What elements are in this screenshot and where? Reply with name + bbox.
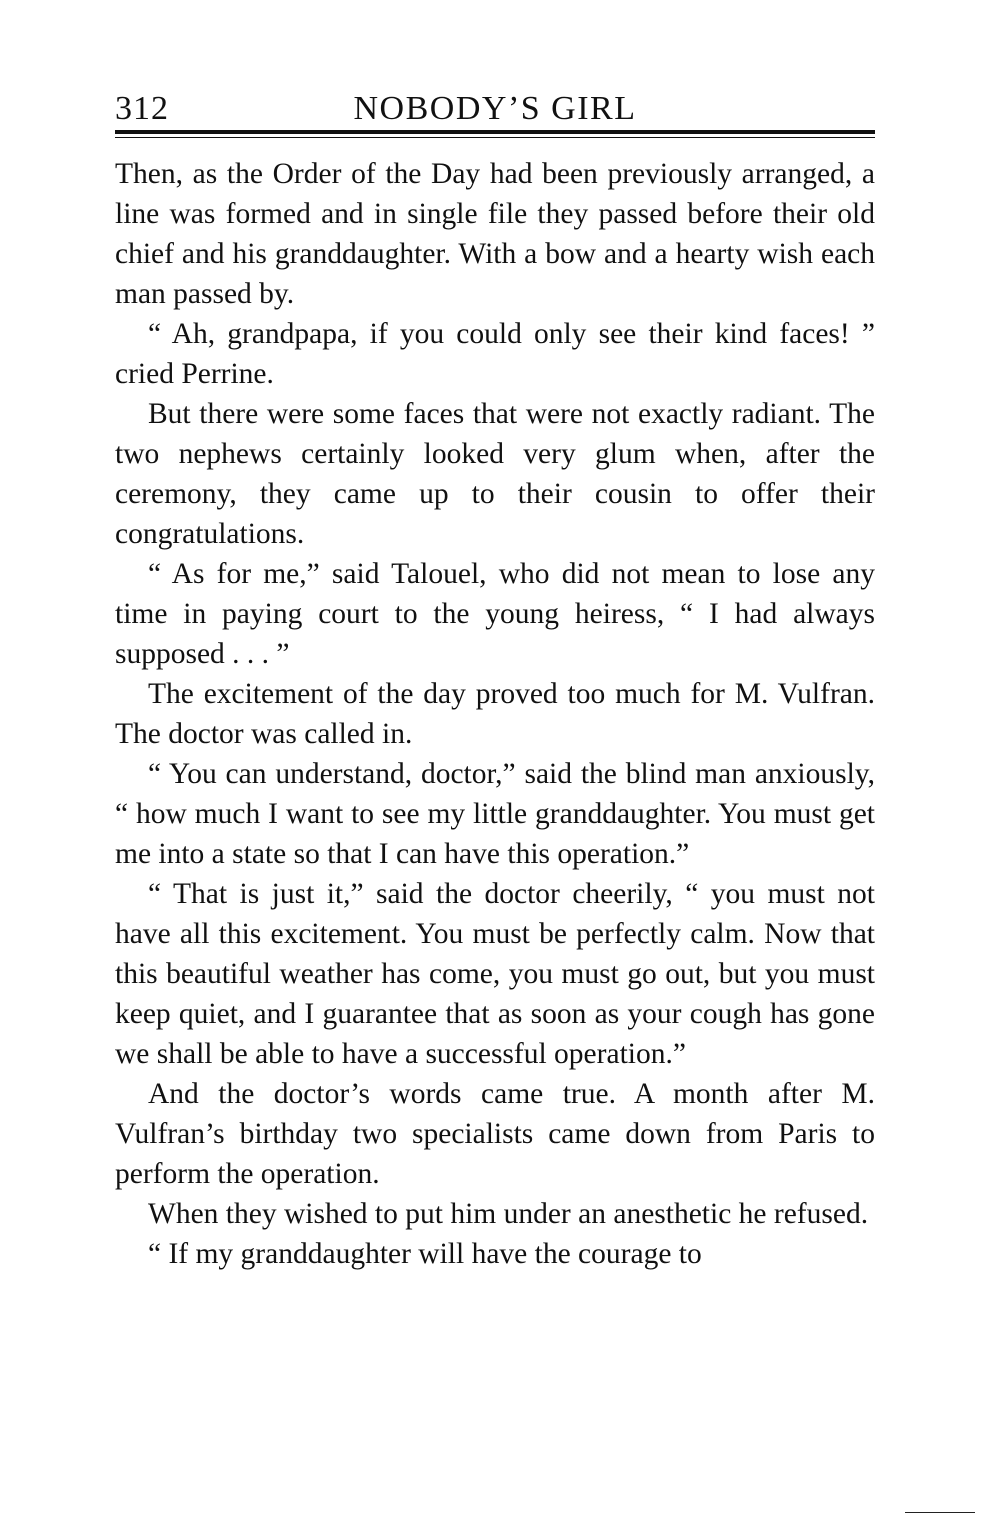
paragraph: And the doctor’s words came true. A month after M. Vulfran’s birthday two specialists came down from Paris to perform the operation.	[115, 1078, 875, 1190]
paragraph: Then, as the Order of the Day had been previously arranged, a line was formed and in single file they passed before their old chief and his granddaughter. With a bow and a hearty wish each man passed by.	[115, 158, 875, 310]
running-title: NOBODY’S GIRL	[353, 90, 637, 127]
paragraph: “ Ah, grandpapa, if you could only see their kind faces! ” cried Perrine.	[115, 318, 875, 390]
paragraph: The excitement of the day proved too much for M. Vulfran. The doctor was called in.	[115, 678, 875, 750]
paragraph: “ That is just it,” said the doctor cheerily, “ you must not have all this excitement. You must be perfectly calm. Now that this beautiful weather has come, you must go out, but you must keep quiet, and I guarantee that as soon as your cough has gone we shall be able to have a successful operation.”	[115, 878, 875, 1070]
paragraph: When they wished to put him under an anesthetic he refused.	[148, 1198, 869, 1230]
page-number: 312	[115, 90, 169, 127]
footer-mark	[905, 1512, 975, 1513]
page-header	[115, 82, 875, 130]
paragraph: But there were some faces that were not exactly radiant. The two nephews certainly looked very glum when, after the ceremony, they came up to their cousin to offer their congratulations.	[115, 398, 875, 550]
paragraph: “ If my granddaughter will have the courage to	[148, 1238, 702, 1270]
paragraph: “ You can understand, doctor,” said the blind man anxiously, “ how much I want to see my little granddaughter. You must get me into a state so that I can have this operation.”	[115, 758, 875, 870]
header-rule	[115, 130, 875, 138]
paragraph: “ As for me,” said Talouel, who did not mean to lose any time in paying court to the young heiress, “ I had always supposed . . . ”	[115, 558, 875, 670]
body-text	[115, 154, 875, 1274]
book-page	[115, 82, 875, 1274]
